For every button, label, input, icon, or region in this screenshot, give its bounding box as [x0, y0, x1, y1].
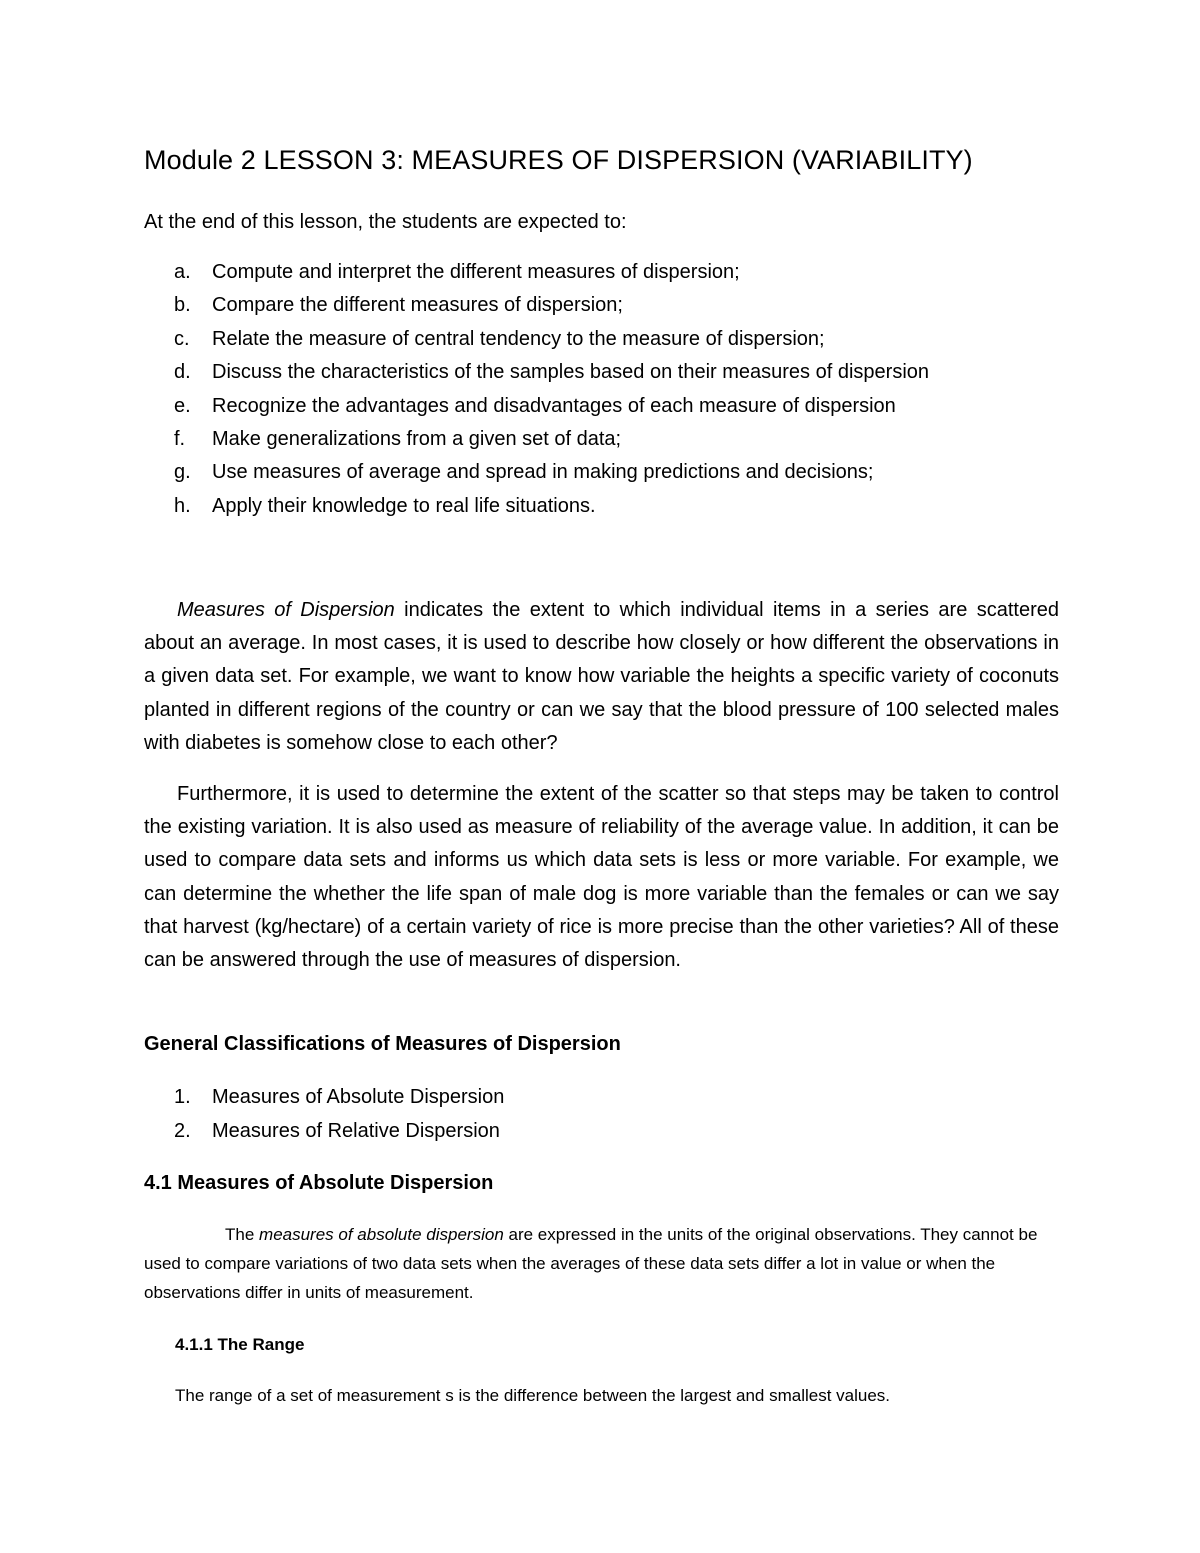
list-marker: a.	[174, 261, 191, 283]
paragraph-body: are expressed in the units of the original observations. They cannot be used to compare variations of two data sets when the averages of these data sets differ a lot in value or when the observations differ in units of measurement.	[144, 1225, 1038, 1302]
intro-text: At the end of this lesson, the students are expected to:	[144, 211, 627, 233]
list-marker: e.	[174, 394, 191, 417]
list-marker: h.	[174, 494, 191, 517]
paragraph-measures-of-dispersion	[144, 594, 1059, 760]
classifications-list	[174, 1080, 504, 1148]
list-marker: f.	[174, 427, 186, 450]
list-item-text: Compute and interpret the different measures of dispersion;	[212, 261, 740, 283]
paragraph-furthermore	[144, 778, 1059, 977]
list-item	[174, 1114, 504, 1148]
list-item-text: Compare the different measures of dispersion;	[212, 294, 623, 317]
list-item-text: Relate the measure of central tendency to the measure of dispersion;	[212, 327, 825, 350]
list-marker: 1.	[174, 1086, 191, 1108]
paragraph-range-definition: The range of a set of measurement s is the difference between the largest and smallest values.	[175, 1386, 891, 1405]
list-item	[174, 456, 1074, 489]
paragraph-body: indicates the extent to which individual items in a series are scattered about an average. In most cases, it is used to describe how closely or how different the observations in a given data set. For example, we want to know how variable the heights a specific variety of coconuts planted in different regions of the country or can we say that the blood pressure of 100 selected males with diabetes is somehow close to each other?	[144, 599, 1059, 754]
list-marker: g.	[174, 461, 191, 484]
list-item	[174, 1080, 504, 1114]
list-item-text: Make generalizations from a given set of data;	[212, 427, 622, 450]
term-absolute-dispersion: measures of absolute dispersion	[259, 1225, 504, 1244]
list-item	[174, 390, 1074, 423]
objectives-list	[174, 256, 1074, 523]
list-item-text: Measures of Relative Dispersion	[212, 1120, 500, 1142]
list-item	[174, 323, 1074, 356]
list-item-text: Discuss the characteristics of the samples based on their measures of dispersion	[212, 361, 930, 384]
list-item	[174, 289, 1074, 322]
list-item-text: Apply their knowledge to real life situations.	[212, 494, 596, 517]
term-measures-of-dispersion: Measures of Dispersion	[177, 599, 395, 621]
list-item-text: Recognize the advantages and disadvantages of each measure of dispersion	[212, 394, 896, 417]
list-item-text: Measures of Absolute Dispersion	[212, 1086, 505, 1108]
section-4-1-1-heading: 4.1.1 The Range	[175, 1335, 305, 1354]
section-4-1-heading: 4.1 Measures of Absolute Dispersion	[144, 1172, 494, 1194]
list-item	[174, 423, 1074, 456]
list-marker: b.	[174, 294, 191, 317]
list-marker: 2.	[174, 1120, 191, 1142]
list-marker: c.	[174, 327, 190, 350]
page-title: Module 2 LESSON 3: MEASURES OF DISPERSION (VARIABILITY)	[144, 145, 973, 175]
list-item	[174, 356, 1074, 389]
paragraph-body: Furthermore, it is used to determine the extent of the scatter so that steps may be taken to control the existing variation. It is also used as measure of reliability of the average value. In addition, it can be used to compare data sets and informs us which data sets is less or more variable. For example, we can determine the whether the life span of male dog is more variable than the females or can we say that harvest (kg/hectare) of a certain variety of rice is more precise than the other varieties? All of these can be answered through the use of measures of dispersion.	[144, 783, 1059, 972]
paragraph-lead: The	[225, 1225, 260, 1244]
list-item	[174, 490, 1074, 523]
list-marker: d.	[174, 361, 191, 384]
list-item	[174, 256, 1074, 289]
general-classifications-heading: General Classifications of Measures of Dispersion	[144, 1033, 621, 1055]
paragraph-absolute-dispersion	[144, 1220, 1059, 1307]
list-item-text: Use measures of average and spread in making predictions and decisions;	[212, 461, 874, 484]
